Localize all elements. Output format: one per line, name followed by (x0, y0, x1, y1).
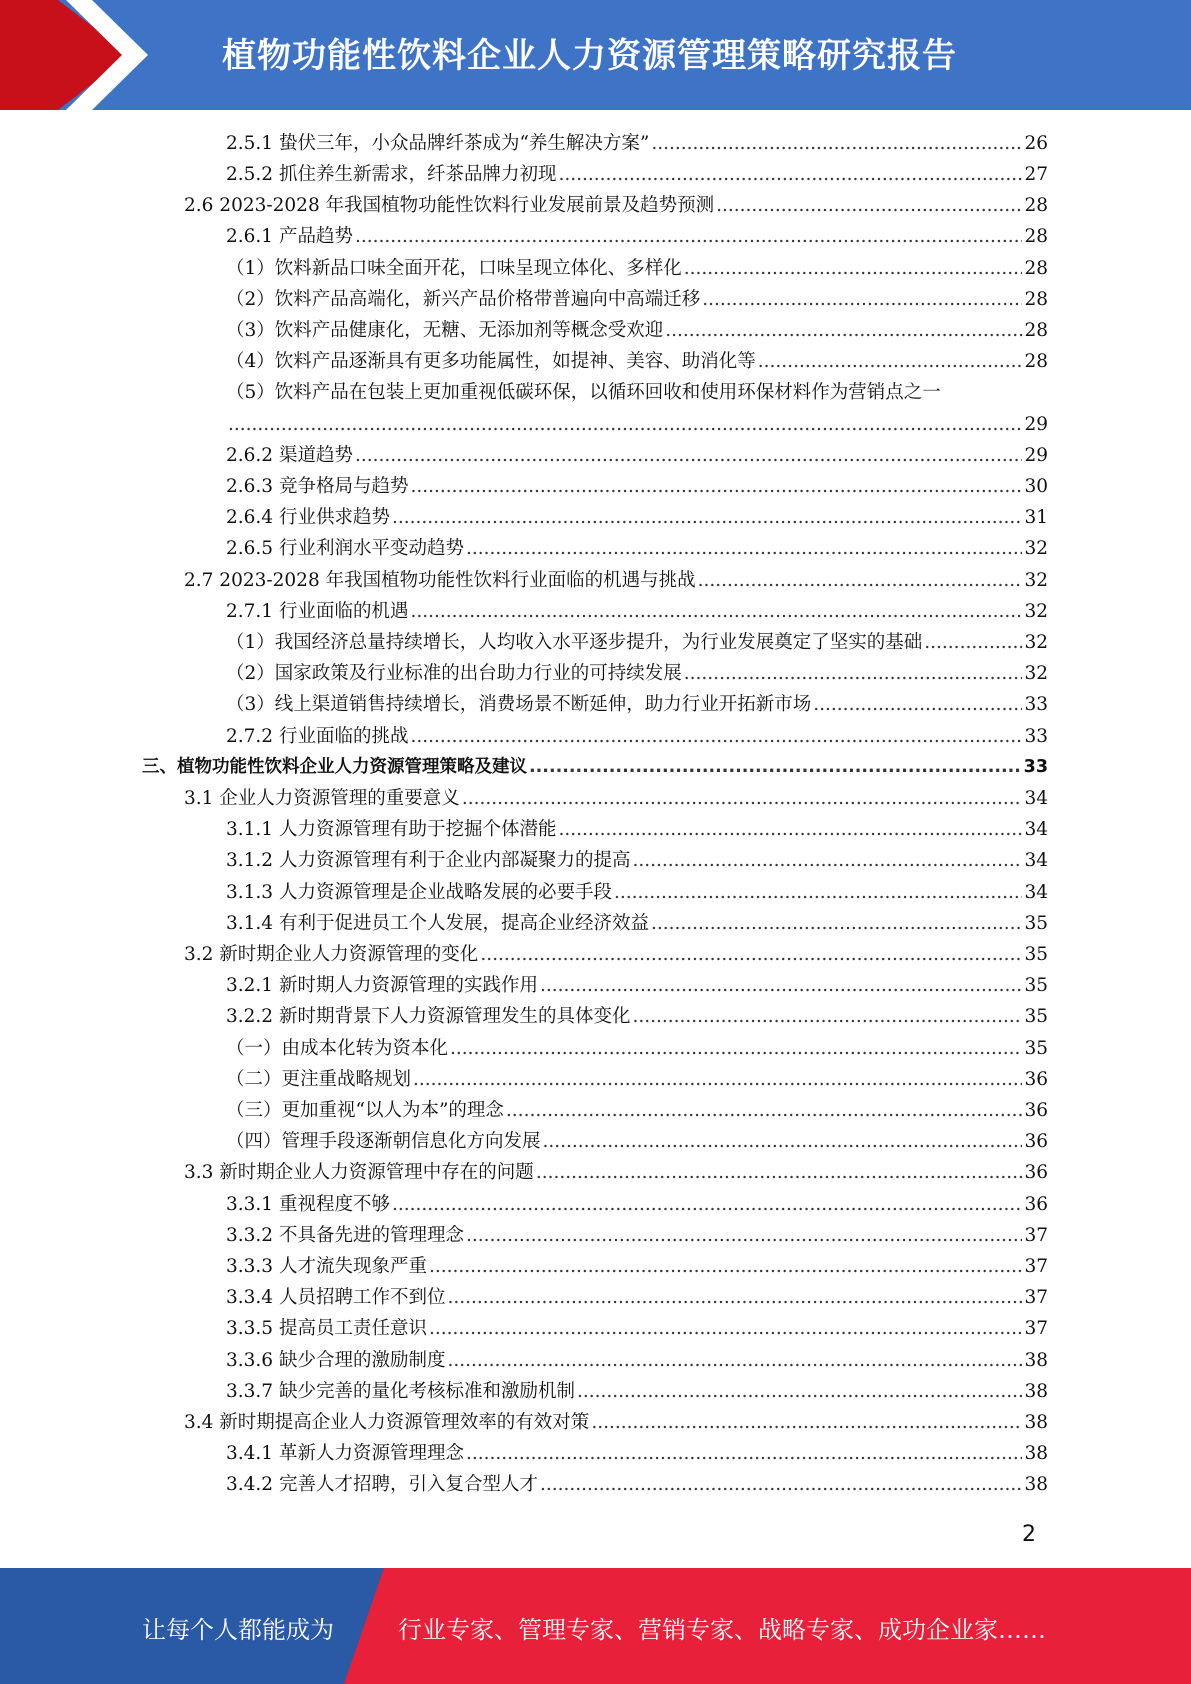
toc-entry[interactable]: 3.3.3 人才流失现象严重 ..... 37 (226, 1251, 1048, 1282)
toc-entry[interactable]: （一）由成本化转为资本化 ..... 35 (226, 1033, 1048, 1064)
toc-entry[interactable]: 2.6.3 竞争格局与趋势 ..... 30 (226, 471, 1048, 502)
footer-slogan-roles: 行业专家、管理专家、营销专家、战略专家、成功企业家…… (398, 1616, 1046, 1644)
toc-entry[interactable]: （1）饮料新品口味全面开花，口味呈现立体化、多样化 ..... 28 (226, 253, 1048, 284)
toc-entry[interactable]: 2.5.1 蛰伏三年，小众品牌纤茶成为“养生解决方案” ..... 26 (226, 128, 1048, 159)
toc-entry[interactable]: 3.4 新时期提高企业人力资源管理效率的有效对策 ..... 38 (184, 1407, 1048, 1438)
toc-entry[interactable]: 2.7.1 行业面临的机遇 ..... 32 (226, 596, 1048, 627)
toc-entry[interactable]: 2.5.2 抓住养生新需求，纤茶品牌力初现 ..... 27 (226, 159, 1048, 190)
toc-entry[interactable]: 3.1.1 人力资源管理有助于挖掘个体潜能 ..... 34 (226, 814, 1048, 845)
toc-entry[interactable]: 3.3.6 缺少合理的激励制度 ..... 38 (226, 1345, 1048, 1376)
toc-entry[interactable]: 2.6.4 行业供求趋势 ..... 31 (226, 502, 1048, 533)
page-number: 2 (1022, 1522, 1036, 1547)
toc-entry[interactable]: （3）线上渠道销售持续增长，消费场景不断延伸，助力行业开拓新市场 ..... 33 (226, 689, 1048, 720)
toc-entry[interactable]: （1）我国经济总量持续增长，人均收入水平逐步提升，为行业发展奠定了坚实的基础 ..... 32 (226, 627, 1048, 658)
toc-entry[interactable]: 3.3.2 不具备先进的管理理念 ..... 37 (226, 1220, 1048, 1251)
toc-entry[interactable]: 2.6.5 行业利润水平变动趋势 ..... 32 (226, 533, 1048, 564)
page-header (0, 0, 1191, 110)
toc-entry[interactable]: 3.3.1 重视程度不够 ..... 36 (226, 1189, 1048, 1220)
toc-entry[interactable]: 3.3 新时期企业人力资源管理中存在的问题 ..... 36 (184, 1157, 1048, 1188)
toc-chapter-entry[interactable]: 三、植物功能性饮料企业人力资源管理策略及建议 ..... 33 (142, 752, 1048, 783)
toc-entry[interactable]: 2.6.1 产品趋势 ..... 28 (226, 221, 1048, 252)
toc-entry[interactable]: （2）饮料产品高端化，新兴产品价格带普遍向中高端迁移 ..... 28 (226, 284, 1048, 315)
toc-entry[interactable]: （三）更加重视“以人为本”的理念 ..... 36 (226, 1095, 1048, 1126)
footer-slogan-lead: 让每个人都能成为 (142, 1616, 334, 1644)
toc-entry[interactable]: 3.2 新时期企业人力资源管理的变化 ..... 35 (184, 939, 1048, 970)
toc-entry[interactable]: 2.7 2023-2028 年我国植物功能性饮料行业面临的机遇与挑战 ..... 32 (184, 565, 1048, 596)
toc-entry[interactable]: （四）管理手段逐渐朝信息化方向发展 ..... 36 (226, 1126, 1048, 1157)
toc-entry[interactable]: 3.2.1 新时期人力资源管理的实践作用 ..... 35 (226, 970, 1048, 1001)
toc-entry[interactable]: 3.4.2 完善人才招聘，引入复合型人才 ..... 38 (226, 1469, 1048, 1500)
toc-entry[interactable]: （2）国家政策及行业标准的出台助力行业的可持续发展 ..... 32 (226, 658, 1048, 689)
toc-entry[interactable]: （4）饮料产品逐渐具有更多功能属性，如提神、美容、助消化等 ..... 28 (226, 346, 1048, 377)
toc-entry[interactable]: （二）更注重战略规划 ..... 36 (226, 1064, 1048, 1095)
toc-entry[interactable]: 2.6 2023-2028 年我国植物功能性饮料行业发展前景及趋势预测 ..... 28 (184, 190, 1048, 221)
toc-entry[interactable]: 3.1.2 人力资源管理有利于企业内部凝聚力的提高 ..... 34 (226, 845, 1048, 876)
toc-entry[interactable]: 2.7.2 行业面临的挑战 ..... 33 (226, 721, 1048, 752)
toc-entry[interactable]: 3.3.5 提高员工责任意识 ..... 37 (226, 1313, 1048, 1344)
toc-entry[interactable]: 3.4.1 革新人力资源管理理念 ..... 38 (226, 1438, 1048, 1469)
header-title: 植物功能性饮料企业人力资源管理策略研究报告 (222, 36, 957, 76)
toc-entry-wrapped-text[interactable]: （5）饮料产品在包装上更加重视低碳环保，以循环回收和使用环保材料作为营销点之一 (226, 382, 941, 403)
toc-entry[interactable]: 3.1.3 人力资源管理是企业战略发展的必要手段 ..... 34 (226, 877, 1048, 908)
toc-entry[interactable]: 3.2.2 新时期背景下人力资源管理发生的具体变化 ..... 35 (226, 1001, 1048, 1032)
toc-entry[interactable]: 3.1 企业人力资源管理的重要意义 ..... 34 (184, 783, 1048, 814)
toc-entry[interactable]: 3.1.4 有利于促进员工个人发展，提高企业经济效益 ..... 35 (226, 908, 1048, 939)
toc-entry[interactable]: （3）饮料产品健康化，无糖、无添加剂等概念受欢迎 ..... 28 (226, 315, 1048, 346)
toc-entry[interactable]: 3.3.7 缺少完善的量化考核标准和激励机制 ..... 38 (226, 1376, 1048, 1407)
toc-entry[interactable]: 2.6.2 渠道趋势 ..... 29 (226, 440, 1048, 471)
page-footer (0, 1568, 1191, 1684)
toc-entry-continuation[interactable]: ..... 29 (226, 409, 1048, 440)
toc-entry[interactable]: 3.3.4 人员招聘工作不到位 ..... 37 (226, 1282, 1048, 1313)
